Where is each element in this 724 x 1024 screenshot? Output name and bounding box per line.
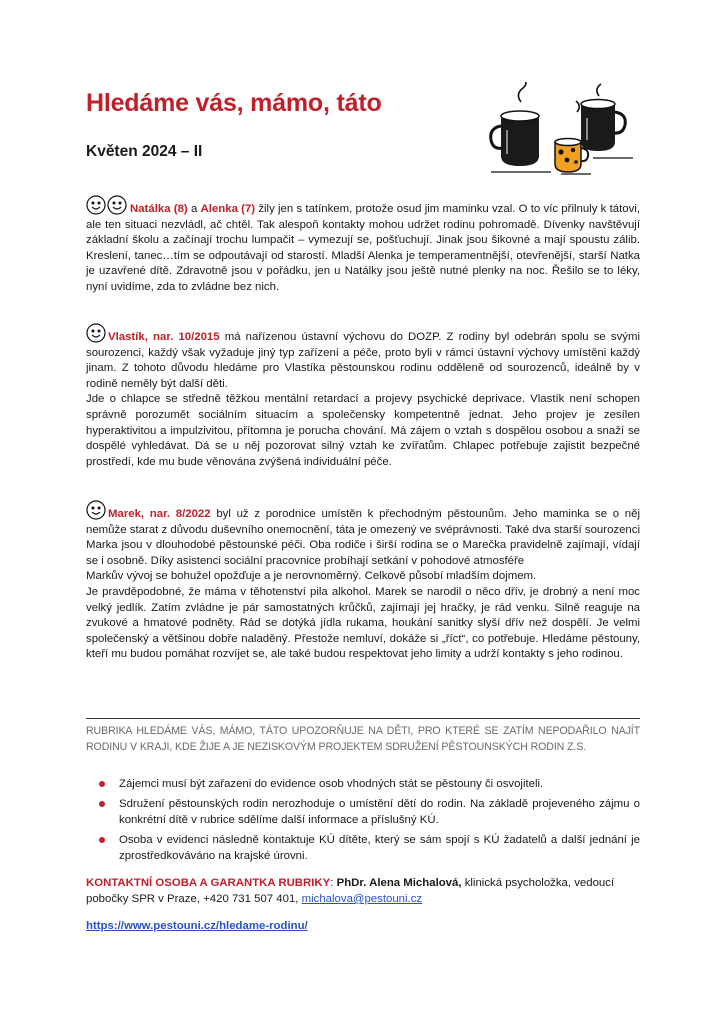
list-item bbox=[86, 796, 640, 828]
bullet-icon bbox=[99, 781, 105, 787]
child-name: Natálka (8) bbox=[130, 203, 188, 215]
child-name: Marek, nar. 8/2022 bbox=[108, 508, 211, 520]
list-item bbox=[86, 776, 640, 792]
list-item-text: Sdružení pěstounských rodin nerozhoduje o umístění dětí do rodin. Na základě projeveného zájmu o konkrétní dítě v rubrice sdělíme další informace a příslušný KÚ. bbox=[119, 798, 640, 826]
child-profile-vlastik bbox=[86, 323, 640, 470]
document-page bbox=[86, 0, 640, 1024]
divider bbox=[86, 718, 640, 719]
profile-paragraph: Je pravděpodobné, že máma v těhotenství pila alkohol. Marek se narodil o něco dřív, je drobný a není moc velký jedlík. Zatím zvládne je pár samostatných krůčků, zajímají jej hračky, je rád venku. Silně reaguje na zvukové a hmatové podněty. Rád se dotýká jídla rukama, houkání sanitky slyší dřív než dospělí. Je velmi společenský a většinou dobře naladěný. Přestože nemluví, dokáže si „říct“, co potřebuje. Hledáme pěstouny, kteří mu budou pomáhat rozvíjet se, ale také budou respektovat jeho limity a udrží kontakty s jeho rodinou. bbox=[86, 585, 640, 661]
issue-date: Květen 2024 – II bbox=[86, 143, 203, 160]
profile-text: žily jen s tatínkem, protože osud jim maminku vzal. O to víc přilnuly k tátovi, ale ten situaci nezvládl, ač chtěl. Tak alespoň kontakty mohou udržet rodinu pohromadě. Dívenky navštěvují základní školu a začínají trochu lumpačit – vymezují se, pošťuchují. Jinak jsou šikovné a mají spoustu zálib. Kreslení, tanec…tím se odpoutávají od starostí. Mladší Alenka je temperamentnější, otevřenější, starší Natka je uzavřené dítě. Zdravotně jsou v pořádku, jen u Natálky jsou ještě nutné plenky na noc. Řešilo se to léky, nyní uvidíme, zda to zvládne bez nich. bbox=[86, 203, 640, 293]
list-item-text: Osoba v evidenci následně kontaktuje KÚ dítěte, který se sám spojí s KÚ žadatelů a další jednání je zprostředkováváno na krajské úrovni. bbox=[119, 834, 640, 862]
list-item-text: Zájemci musí být zařazeni do evidence osob vhodných stát se pěstouny či osvojiteli. bbox=[119, 778, 544, 790]
page-title: Hledáme vás, mámo, táto bbox=[86, 89, 382, 117]
profile-text: byl už z porodnice umístěn k přechodným pěstounům. Jeho maminka se o něj nemůže starat z důvodu duševního onemocnění, táta je omezený ve svéprávnosti. Také dva starší sourozenci Marka jsou v dlouhodobé pěstounské péči. Oba rodiče i širší rodina se o Marečka pravidelně zajímají, vídají se i osobně. Díky asistenci sociální pracovnice probíhají setkání v pohodové atmosféře bbox=[86, 508, 640, 567]
child-name: Alenka (7) bbox=[200, 203, 256, 215]
profile-paragraph: Jde o chlapce se středně těžkou mentální retardací a projevy psychické deprivace. Vlastík není schopen správně porozumět sociálním situacím a společensky kompetentně jednat. Jeho projev je zesílen hyperaktivitou a impulzivitou, přítomna je porucha chování. Má zájem o vztah s dospělou osobou a snaží se dospělé vyhledávat. Dá se u něj pozorovat silný vztah ke zvířatům. Chlapec potřebuje zajistit bezpečné prostředí, kde mu bude věnována zvýšená individuální péče. bbox=[86, 393, 640, 468]
conditions-list bbox=[86, 776, 640, 868]
rubric-notice: RUBRIKA HLEDÁME VÁS, MÁMO, TÁTO UPOZORŇUJE NA DĚTI, PRO KTERÉ SE ZATÍM NEPODAŘILO NAJÍT RODINU V KRAJI, KDE ŽIJE A JE NEZISKOVÝM PROJEKTEM SDRUŽENÍ PĚSTOUNSKÝCH RODIN Z.S. bbox=[86, 725, 640, 753]
bullet-icon bbox=[99, 801, 105, 807]
contact-details: klinická psycholožka, vedoucí pobočky SPR v Praze, +420 731 507 401, bbox=[86, 877, 615, 905]
contact-label: KONTAKTNÍ OSOBA A GARANTKA RUBRIKY bbox=[86, 877, 331, 889]
child-profile-natalka-alenka bbox=[86, 195, 640, 296]
contact-info bbox=[86, 875, 640, 907]
contact-email-link[interactable]: michalova@pestouni.cz bbox=[301, 893, 423, 905]
profile-paragraph: Markův vývoj se bohužel opožďuje a je nerovnoměrný. Celkově působí mladším dojmem. bbox=[86, 570, 537, 583]
smiley-face-icon bbox=[86, 500, 108, 520]
profile-paragraph bbox=[86, 195, 640, 296]
bullet-icon bbox=[99, 837, 105, 843]
child-name: Vlastík, nar. 10/2015 bbox=[108, 331, 220, 343]
website-link[interactable]: https://www.pestouni.cz/hledame-rodinu/ bbox=[86, 920, 308, 932]
connector-text: a bbox=[187, 203, 201, 215]
contact-name: PhDr. Alena Michalová, bbox=[336, 877, 462, 889]
profile-text: má nařízenou ústavní výchovu do DOZP. Z rodiny byl odebrán spolu se svými sourozenci, každý však vyžaduje jiný typ zařízení a péče, proto byli v rámci ústavní výchovy umístěni každý jinam. Z tohoto důvodu hledáme pro Vlastíka pěstounskou rodinu odděleně od sourozenců, ideálně by v rodině neměly být další děti. bbox=[86, 331, 641, 390]
profile-paragraph bbox=[86, 323, 640, 392]
child-profile-marek bbox=[86, 500, 640, 663]
profile-paragraph bbox=[86, 500, 640, 569]
list-item bbox=[86, 832, 640, 864]
smiley-face-icon bbox=[86, 195, 130, 215]
smiley-face-icon bbox=[86, 323, 108, 343]
coffee-mugs-illustration bbox=[481, 82, 641, 182]
contact-colon: : bbox=[330, 877, 337, 889]
